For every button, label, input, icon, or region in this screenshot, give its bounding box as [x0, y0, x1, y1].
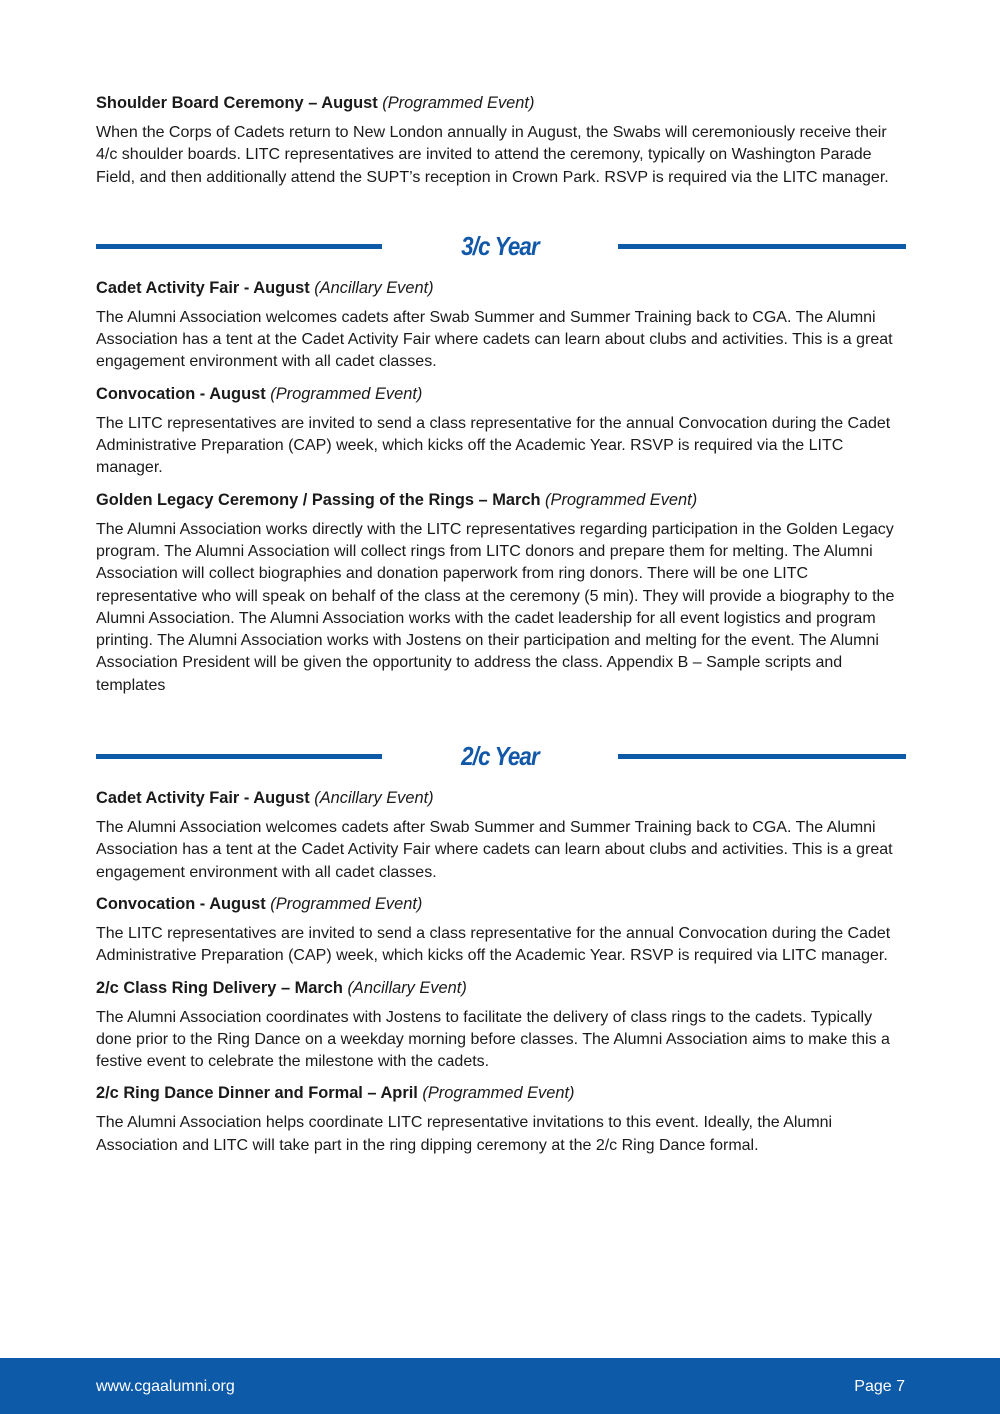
- footer-url-link[interactable]: www.cgaalumni.org: [96, 1378, 235, 1395]
- event-cadet-activity-fair: [96, 277, 910, 374]
- event-title: [96, 893, 910, 915]
- event-description: When the Corps of Cadets return to New London annually in August, the Swabs will ceremoniously receive their 4/c shoulder boards. LITC representatives are invited to attend the ceremony, typically on Washington Parade Field, and then additionally attend the SUPT’s reception in Crown Park. RSVP is required via the LITC manager.: [96, 124, 889, 186]
- event-title: [96, 977, 910, 999]
- event-shoulder-board-ceremony: [96, 92, 910, 189]
- event-description: The Alumni Association welcomes cadets after Swab Summer and Summer Training back to CGA. The Alumni Association has a tent at the Cadet Activity Fair where cadets can learn about clubs and activities. This is a great engagement environment with all cadet classes.: [96, 819, 893, 881]
- event-type: (Programmed Event): [422, 1084, 575, 1103]
- event-title: [96, 277, 910, 299]
- event-title: [96, 1082, 910, 1104]
- page-content: [96, 92, 910, 1166]
- page-footer: [0, 1358, 1000, 1414]
- event-description: The Alumni Association works directly with the LITC representatives regarding participation in the Golden Legacy program. The Alumni Association will collect rings from LITC donors and prepare them for melting. The Alumni Association will collect biographies and donation paperwork from ring donors. There will be one LITC representative who will speak on behalf of the class at the ceremony (5 min). They will provide a biography to the Alumni Association. The Alumni Association works with the cadet leadership for all event logistics and program printing. The Alumni Association works with Jostens on their participation and melting for the event. The Alumni Association President will be given the opportunity to address the class. Appendix B – Sample scripts and templates: [96, 520, 895, 694]
- section-header-3c-year: [96, 227, 910, 267]
- event-name: Golden Legacy Ceremony / Passing of the Rings – March: [96, 490, 541, 509]
- section-2c-year-events: [96, 787, 910, 1157]
- event-description: The LITC representatives are invited to send a class representative for the annual Convocation during the Cadet Administrative Preparation (CAP) week, which kicks off the Academic Year. RSVP is required via the LITC manager.: [96, 414, 891, 477]
- header-rule-left: [96, 754, 382, 759]
- event-type: (Programmed Event): [382, 94, 535, 112]
- section-3c-year-events: [96, 277, 910, 697]
- section-title: 3/c Year: [461, 230, 539, 261]
- event-name: 2/c Class Ring Delivery – March: [96, 978, 343, 997]
- event-convocation: [96, 893, 910, 968]
- event-type: (Ancillary Event): [314, 278, 434, 297]
- header-rule-right: [618, 244, 906, 249]
- section-header-2c-year: [96, 737, 910, 777]
- event-convocation: [96, 383, 910, 480]
- event-name: Cadet Activity Fair - August: [96, 789, 310, 808]
- event-ring-dance-dinner: [96, 1082, 910, 1157]
- event-class-ring-delivery: [96, 977, 910, 1074]
- event-description: The LITC representatives are invited to send a class representative for the annual Convocation during the Cadet Administrative Preparation (CAP) week, which kicks off the Academic Year. RSVP is required via LITC manager.: [96, 924, 891, 965]
- event-cadet-activity-fair: [96, 787, 910, 884]
- event-name: 2/c Ring Dance Dinner and Formal – April: [96, 1084, 418, 1103]
- event-golden-legacy-ceremony: [96, 489, 910, 697]
- event-title: [96, 489, 910, 511]
- event-type: (Programmed Event): [270, 894, 423, 913]
- event-name: Convocation - August: [96, 894, 266, 913]
- event-type: (Programmed Event): [545, 490, 698, 509]
- event-description: The Alumni Association helps coordinate LITC representative invitations to this event. Ideally, the Alumni Association and LITC will take part in the ring dipping ceremony at the 2/c Ring Dance formal.: [96, 1114, 833, 1154]
- header-rule-right: [618, 754, 906, 759]
- event-description: The Alumni Association coordinates with Jostens to facilitate the delivery of class rings to the cadets. Typically done prior to the Ring Dance on a weekday morning before classes. The Alumni Association aims to make this a festive event to celebrate the milestone with the cadets.: [96, 1008, 890, 1071]
- section-title: 2/c Year: [461, 741, 539, 772]
- event-name: Shoulder Board Ceremony – August: [96, 94, 378, 112]
- event-type: (Ancillary Event): [347, 978, 467, 997]
- event-title: [96, 383, 910, 405]
- page-number: Page 7: [854, 1378, 905, 1395]
- header-rule-left: [96, 244, 382, 249]
- event-type: (Ancillary Event): [314, 789, 434, 808]
- event-name: Cadet Activity Fair - August: [96, 278, 310, 297]
- event-name: Convocation - August: [96, 384, 266, 403]
- event-title: [96, 92, 910, 114]
- event-description: The Alumni Association welcomes cadets after Swab Summer and Summer Training back to CGA. The Alumni Association has a tent at the Cadet Activity Fair where cadets can learn about clubs and activities. This is a great engagement environment with all cadet classes.: [96, 308, 893, 371]
- event-type: (Programmed Event): [270, 384, 423, 403]
- event-title: [96, 787, 910, 809]
